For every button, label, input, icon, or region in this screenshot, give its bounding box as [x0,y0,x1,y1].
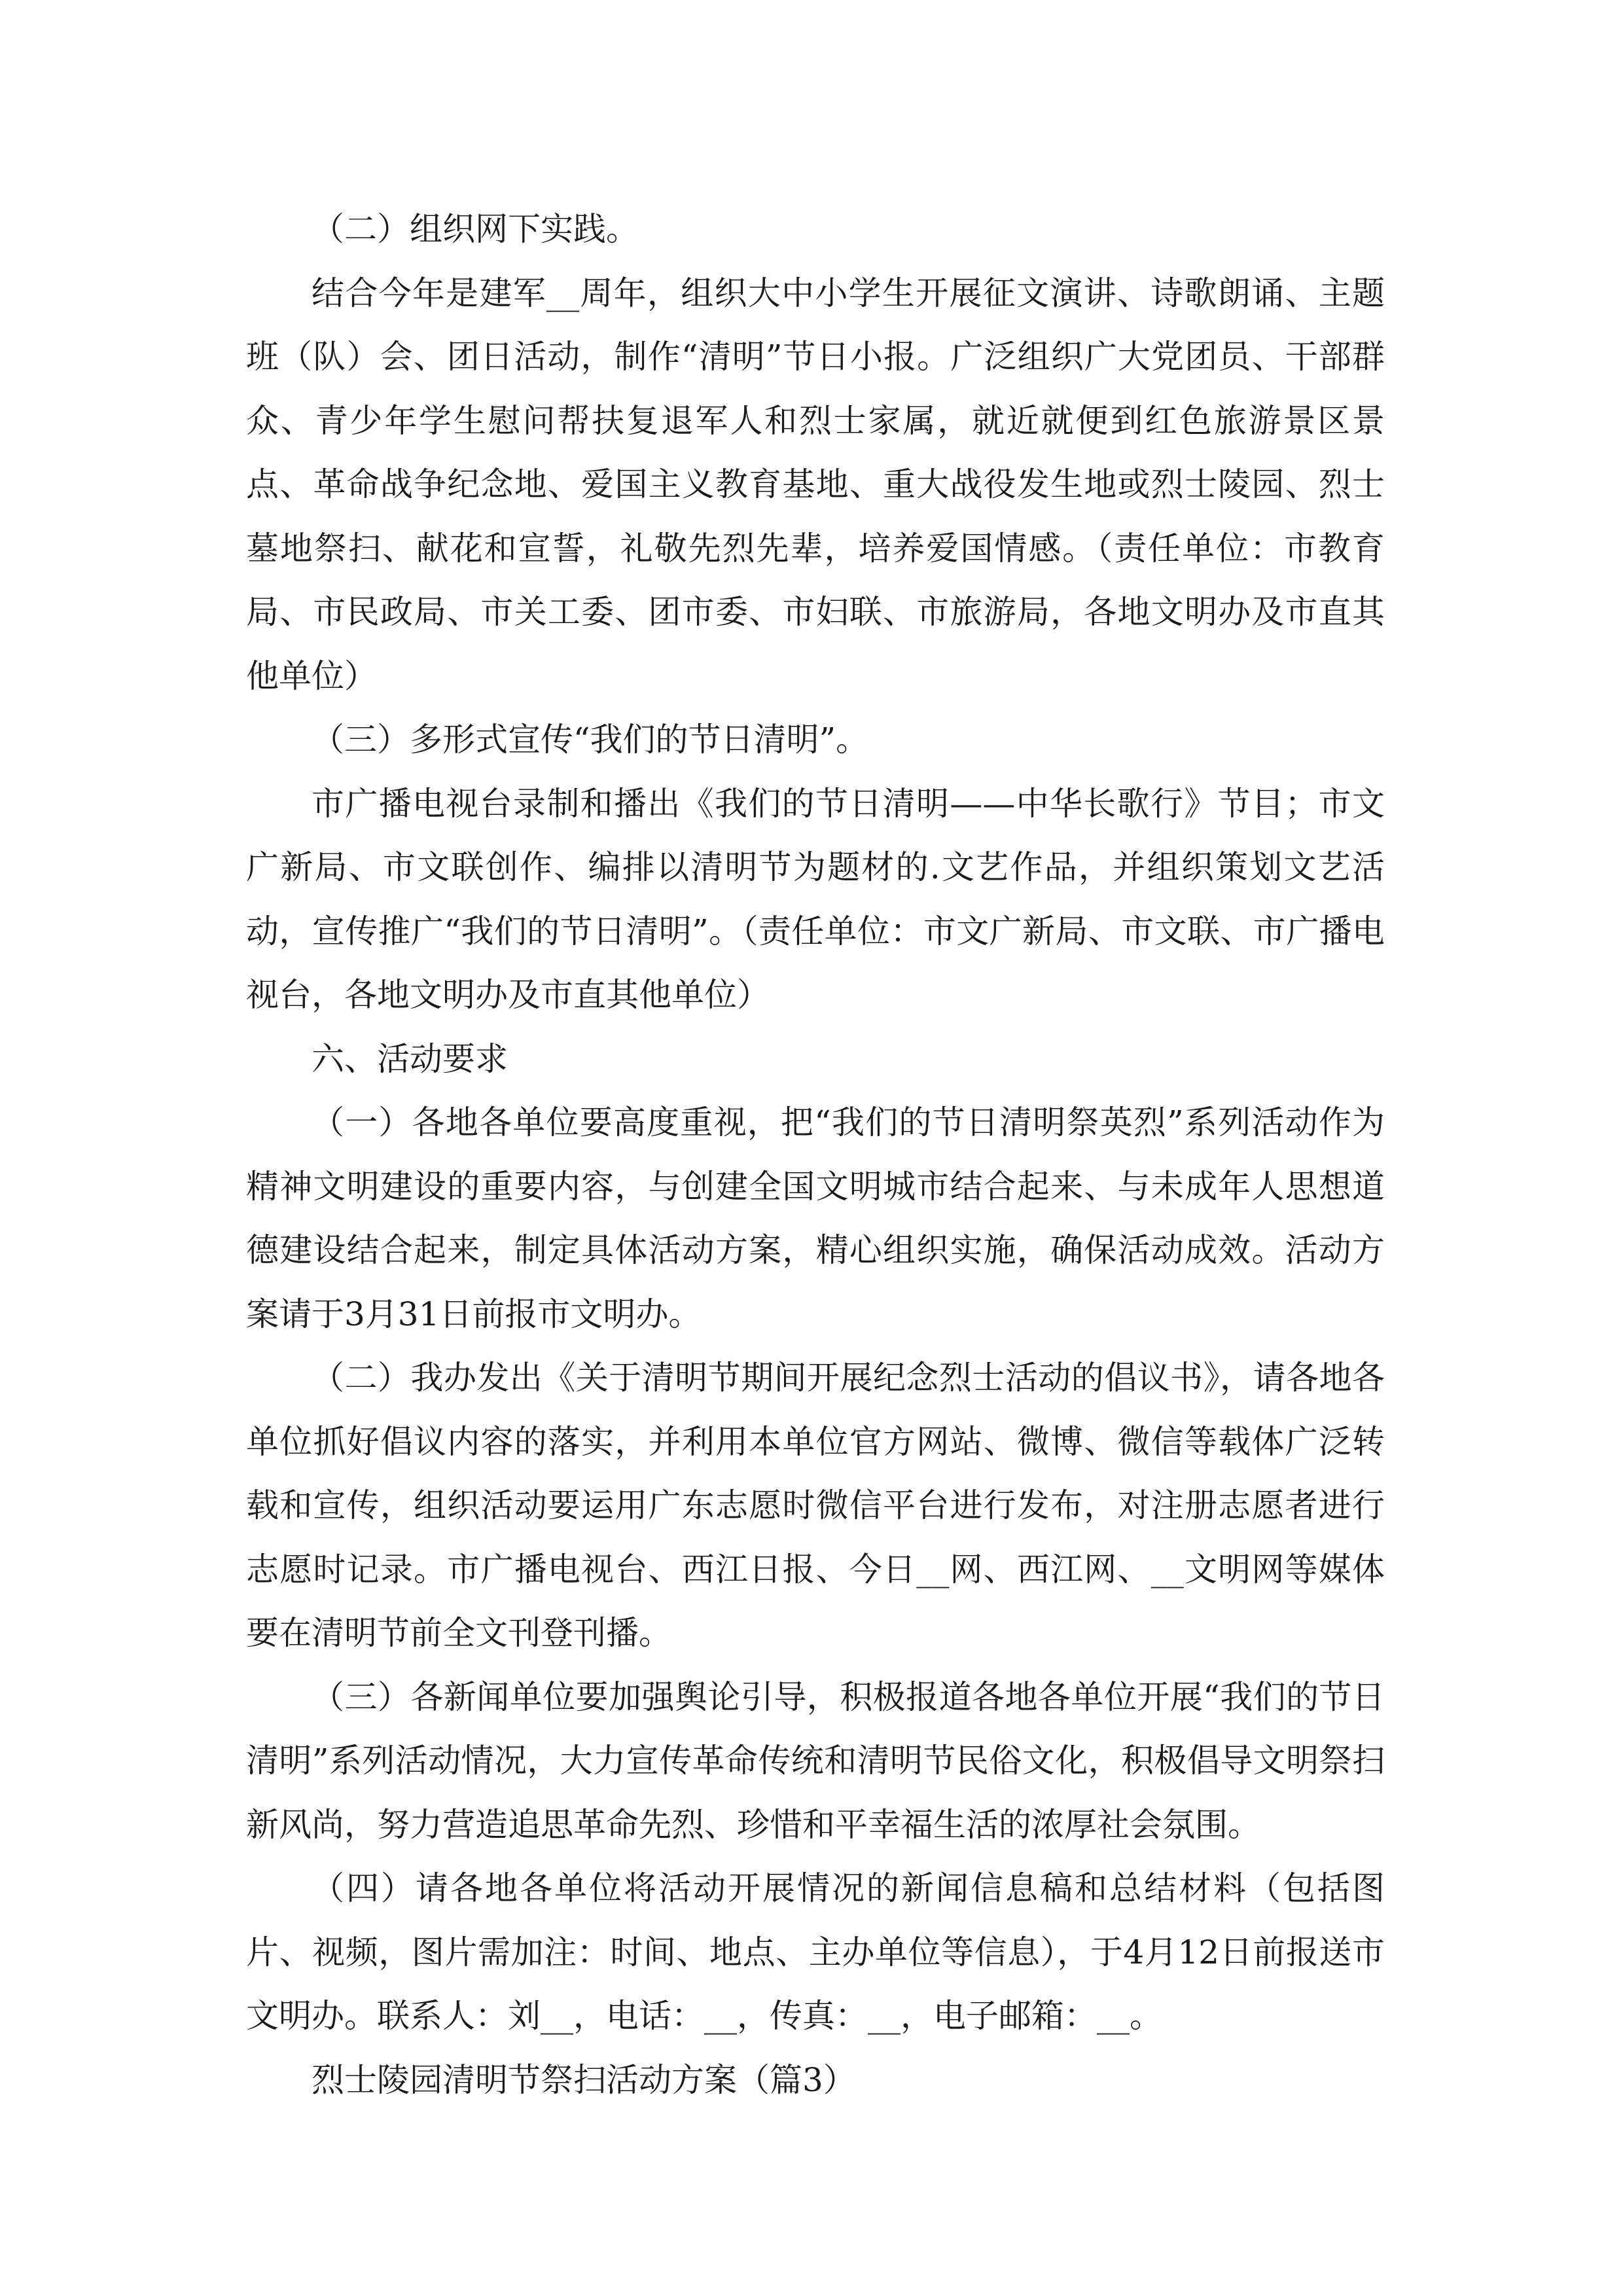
paragraph-requirement-3: （三）各新闻单位要加强舆论引导，积极报道各地各单位开展“我们的节日清明”系列活动情况，大力宣传革命传统和清明节民俗文化，积极倡导文明祭扫新风尚，努力营造追思革命先烈、珍惜和平幸福生活的浓厚社会氛围。 [246,1677,1385,1844]
paragraph-requirement-4: （四）请各地各单位将活动开展情况的新闻信息稿和总结材料（包括图片、视频，图片需加注：时间、地点、主办单位等信息），于4月12日前报送市文明办。联系人：刘__，电话：__，传真：__，电子邮箱：__。 [246,1869,1385,2035]
paragraph-requirement-1: （一）各地各单位要高度重视，把“我们的节日清明祭英烈”系列活动作为精神文明建设的重要内容，与创建全国文明城市结合起来、与未成年人思想道德建设结合起来，制定具体活动方案，精心组织实施，确保活动成效。活动方案请于3月31日前报市文明办。 [246,1103,1385,1333]
paragraph-heading-publicity: （三）多形式宣传“我们的节日清明”。 [312,721,869,759]
section-heading-requirements: 六、活动要求 [312,1039,508,1078]
document-body [246,198,1385,2112]
paragraph-offline-activities: 结合今年是建军__周年，组织大中小学生开展征文演讲、诗歌朗诵、主题班（队）会、团日活动，制作“清明”节日小报。广泛组织广大党团员、干部群众、青少年学生慰问帮扶复退军人和烈士家属，就近就便到红色旅游景区景点、革命战争纪念地、爱国主义教育基地、重大战役发生地或烈士陵园、烈士墓地祭扫、献花和宣誓，礼敬先烈先辈，培养爱国情感。（责任单位：市教育局、市民政局、市关工委、团市委、市妇联、市旅游局，各地文明办及市直其他单位） [246,274,1385,695]
section-title-plan-3: 烈士陵园清明节祭扫活动方案（篇3） [312,2060,856,2099]
paragraph-publicity-details: 市广播电视台录制和播出《我们的节日清明——中华长歌行》节目；市文广新局、市文联创作、编排以清明节为题材的.文艺作品，并组织策划文艺活动，宣传推广“我们的节日清明”。（责任单位：市文广新局、市文联、市广播电视台，各地文明办及市直其他单位） [246,784,1385,1014]
paragraph-heading-organize-offline: （二）组织网下实践。 [312,210,639,248]
paragraph-requirement-2: （二）我办发出《关于清明节期间开展纪念烈士活动的倡议书》，请各地各单位抓好倡议内容的落实，并利用本单位官方网站、微博、微信等载体广泛转载和宣传，组织活动要运用广东志愿时微信平台进行发布，对注册志愿者进行志愿时记录。市广播电视台、西江日报、今日__网、西江网、__文明网等媒体要在清明节前全文刊登刊播。 [246,1359,1385,1652]
